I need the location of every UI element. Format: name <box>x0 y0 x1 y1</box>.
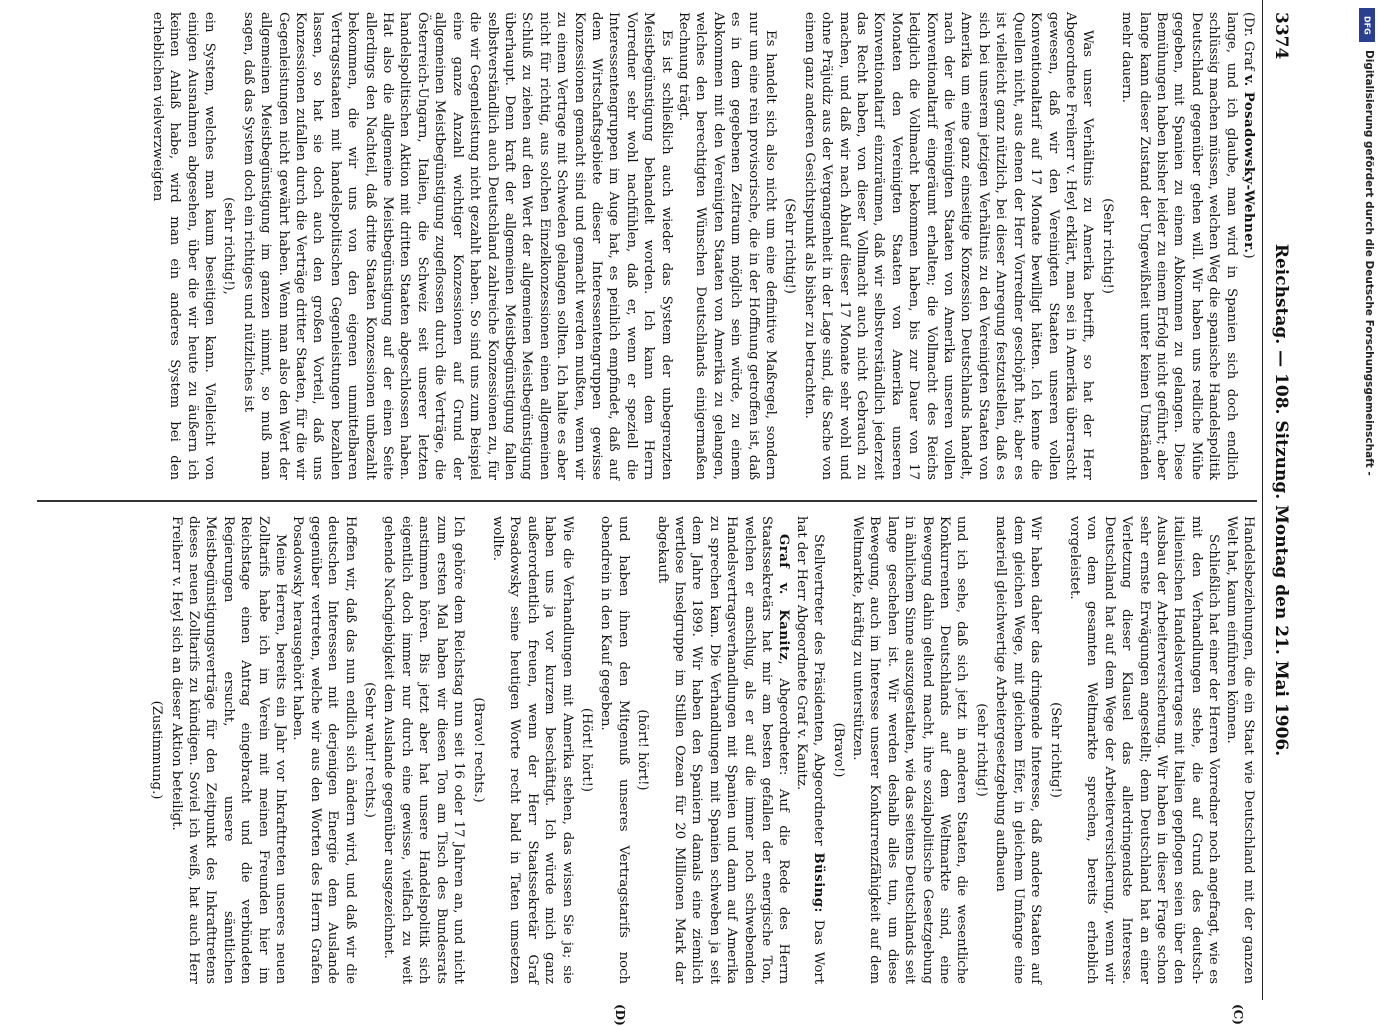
interjection: (Bravo!) <box>830 722 846 778</box>
interjection: (Sehr richtig!) <box>1099 198 1115 294</box>
speaker-name: Graf v. Kanitz <box>776 534 792 661</box>
paragraph: Es ist schließlich auch wieder das System der unbegrenzten Meistbegünstigung behandelt worden. Ich kann dem Herrn Vorredner sehr wohl nachfühlen, daß er, wenn er speziell die Interessentengruppen im Auge hat, es peinlich empfindet, daß auf dem Wirtschaftsgebiete dieser Interessentengruppen gewisse Konzessionen gemacht sind und gemacht werden mußten, wenn wir zu einem Vertrage mit Schweden gelangen sollten. Ich halte es aber nicht für richtig, aus solchen Einzelkonzessionen einen allgemeinen Schluß zu ziehen auf den Wert der allgemeinen Meistbegünstigung überhaupt. Denn kraft der allgemeinen Meistbegünstigung fallen selbstverständlich auch Deutschland zahlreiche Konzessionen zu, für die wir Gegenleistung nicht gezahlt haben. So sind uns zum Beispiel eine ganze Anzahl wichtiger Konzessionen auf Grund der allgemeinen Meistbegünstigung zugeflossen durch die Verträge, die Österreich-Ungarn, Italien, die Schweiz seit unserer letzten handelspolitischen Aktion mit dritten Staaten abgeschlossen haben. Hat also die allgemeine Meistbegünstigung auf der einen Seite allerdings den Nachteil, daß dritte Staaten Konzessionen unbezahlt bekommen, die wir uns von den eigenen unmittelbaren Vertragsstaaten mit handelspolitischen Gegenleistungen bezahlen lassen, so hat sie doch auch den großen Vorteil, daß uns Konzessionen zufallen durch die Verträge dritter Staaten, für die wir Gegenleistungen nicht gewährt haben. Wenn man also den Wert der allgemeinen Meistbegünstigung im ganzen nimmt, so muß man sagen, daß das System doch ein richtiges und nützliches ist <box>240 12 674 480</box>
interjection: (Bravo! rechts.) <box>470 697 486 803</box>
president-statement <box>792 516 827 984</box>
page-title: Reichstag. — 108. Sitzung. Montag den 21. Mai 1906. <box>1271 243 1291 757</box>
interjection: (Zustimmung.) <box>149 700 165 800</box>
page-number: 3374 <box>1271 12 1291 60</box>
speaker-name: v. Posadowsky-Wehner. <box>1241 74 1256 254</box>
paragraph: Ich gehöre dem Reichstag nun seit 16 oder 17 Jahren an, und nicht zum ersten Mal haben wir diesen Ton am Tisch des Bundesrats anstimmen hören. Bis jetzt aber hat unsere Handelspolitik sich eigentlich doch immer nur durch eine gewisse, vielfach zu weit gehende Nachgiebigkeit dem Auslande gegenüber ausgezeichnet. <box>381 516 467 984</box>
interjection: (Sehr wahr! rechts.) <box>362 682 378 818</box>
speaker-suffix: ) <box>1241 253 1256 259</box>
paragraph: ein System, welches man kaum beseitigen kann. Vielleicht von einigen Ausnahmen abgesehen, über die wir heute zu äußern ich keinen Anlaß habe, wird man ein anderes System bei den erheblichen vielverzweigten <box>149 12 218 480</box>
digitization-credit <box>1361 12 1375 772</box>
paragraph: und ich sehe, daß sich jetzt in anderen Staaten, die wesentliche Konkurrenten Deutschlands auf dem Weltmarkte sind, eine Bewegung dahin geltend macht, ihre sozialpolitische Gesetzgebung in ähnlichem Sinne auszugestalten, wie das seitens Deutschlands seit lange geschehen ist. Wir werden deshalb alles tun, um diese Bewegung, auch im Interesse unserer Konkurrenzfähigkeit auf dem Weltmarkte, kräftig zu unterstützen. <box>850 516 970 984</box>
president-text: Das Wort hat der Herr Abgeordnete Graf v. Kanitz. <box>793 516 827 984</box>
paragraph: Es handelt sich also nicht um eine definitive Maßregel, sondern nur um eine rein provisorische, die in der Hoffnung getroffen ist, daß es in dem gegebenen Zeitraum möglich sein würde, zu einem Abkommen mit den Vereinigten Staaten von Amerika zu gelangen, welches den berechtigten Wünschen Deutschlands einigermaßen Rechnung trägt. <box>676 12 779 480</box>
paragraph: Hoffen wir, daß das nun endlich sich ändern wird, und daß wir die deutschen Interessen mit derjenigen Energie dem Auslande gegenüber vertreten, welche wir aus den Worten des Herrn Grafen Posadowsky herausgehört haben. <box>290 516 358 984</box>
interjection: (Sehr richtig!) <box>1047 702 1063 798</box>
paragraph: lange, und ich glaube, man wird in Spanien sich doch endlich schlüssig machen müssen, welchen Weg die spanische Handelspolitik Deutschland gegenüber gehen will. Wir haben uns redliche Mühe gegeben, mit Spanien zu einem Abkommen zu gelangen. Diese Bemühungen haben bisher leider zu einem Erfolg nicht geführt; aber lange kann dieser Zustand der Ungewißheit unter keinen Umständen mehr dauern. <box>1119 12 1239 480</box>
speech-text: , Abgeordneter: Auf die Rede des Herrn Staatssekretärs hat mir am besten gefallen der energische Ton, welchen er anschlug, als er auf die immer noch schwebenden Handelsvertragsverhandlungen mit Spanien und dann auf Amerika zu sprechen kam. Die Verhandlungen mit Spanien schweben ja seit dem Jahre 1899. Wir haben den Spaniern damals eine ziemlich wertlose Inselgruppe im Stillen Ozean für 20 Millionen Mark dar abgekauft <box>654 516 792 984</box>
interjection: (Sehr richtig!) <box>782 198 798 294</box>
president-name: Büsing: <box>811 852 827 913</box>
speaker-prefix: (Dr. Graf <box>1241 12 1256 75</box>
paragraph: Meine Herren, bereits ein Jahr vor Inkrafttreten unseres neuen Zolltarifs habe ich im Verein mit meinen Freunden hier im Reichstage einen Antrag eingebracht und die verbündeten Regierungen ersucht, unsere sämtlichen Meistbegünstigungsverträge für den Zeitpunkt des Inkrafttretens dieses neuen Zolltarifs zu kündigen. Soviel ich weiß, hat auch Herr Freiherr v. Heyl sich an dieser Aktion beteiligt. <box>168 516 289 984</box>
paragraph: Wie die Verhandlungen mit Amerika stehen, das wissen Sie ja; sie haben uns ja vor kurzem beschäftigt. Ich würde mich ganz außerordentlich freuen, wenn der Herr Staatssekretär Graf Posadowsky seine heutigen Worte recht bald in Taten umsetzen wollte. <box>489 516 575 984</box>
paragraph: Handelsbeziehungen, die ein Staat wie Deutschland mit der ganzen Welt hat, kaum einführen können. <box>1223 516 1256 984</box>
speech-kanitz <box>653 516 792 984</box>
document-page <box>12 0 1327 1026</box>
left-column <box>148 12 1257 480</box>
interjection: (sehr richtig!), <box>221 197 237 295</box>
president-prefix: Stellvertreter des Präsidenten, Abgeordneter <box>811 534 827 853</box>
speaker-line <box>1240 12 1257 480</box>
credit-text: Digitalisierung gefördert durch die Deutsche Forschungsgemeinschaft - <box>1363 50 1375 476</box>
paragraph: Wir haben daher das dringende Interesse, daß andere Staaten auf dem gleichen Wege, mit gleichem Eifer, in gleichem Umfange eine materiell gleichwertige Arbeitergesetzgebung aufbauen <box>993 516 1044 984</box>
interjection: (Hört! hört!) <box>578 707 594 793</box>
interjection: (sehr richtig!) <box>973 703 989 797</box>
right-column <box>146 516 1257 984</box>
dfg-logo: DFG <box>1359 8 1375 42</box>
interjection: (hört! hört!) <box>635 709 651 791</box>
column-divider <box>37 500 1257 502</box>
paragraph: Was unser Verhältnis zu Amerika betrifft, so hat der Herr Abgeordnete Freiherr v. Heyl erklärt, man sei in Amerika überrascht gewesen, daß wir den Vereinigten Staaten unseren vollen Konventionaltarif auf 17 Monate bewilligt hätten. Ich kenne die Quellen nicht, aus denen der Herr Vorredner geschöpft hat; aber es ist vielleicht ganz nützlich, bei dieser Anregung festzustellen, daß es sich bei unserem jetzigen Verhältnis zu den Vereinigten Staaten von Amerika um eine ganz einseitige Konzession Deutschlands handelt, nach der die Vereinigten Staaten von Amerika unseren vollen Konventionaltarif eingeräumt erhalten; die Vollmacht des Reichs lediglich die Vollmacht bekommen haben, bis zur Dauer von 17 Monaten den Vereinigten Staaten von Amerika unseren Konventionaltarif einzuräumen, daß wir selbstverständlich jederzeit das Recht haben, von dieser Vollmacht auch nicht Gebrauch zu machen, und daß wir nach Ablauf dieser 17 Monate sehr wohl und ohne Präjudiz aus der Vergangenheit in der Lage sind, die Sache von einem ganz anderen Gesichtspunkt als bisher zu betrachten. <box>801 12 1096 480</box>
paragraph: Schließlich hat einer der Herren Vorredner noch angefragt, wie es mit den Verhandlungen stehe, die auf Grund des deutsch-italienischen Handelsvertrages mit Italien gepflogen seien über den Ausbau der Arbeiterversicherung. Wir haben in dieser Frage schon sehr ernste Erwägungen angestellt; denn Deutschland hat an einer Verletzung dieser Klausel das allerdringendste Interesse. Deutschland hat auf dem Wege der Arbeiterversicherung, wenn wir von dem gesamten Weltmarkte sprechen, bereits erheblich vorgeleistet. <box>1066 516 1222 984</box>
paragraph: und haben ihnen den Mitgenuß unseres Vertragstarifs noch obendrein in den Kauf gegeben. <box>598 516 631 984</box>
margin-marker-d: (D) <box>613 1004 627 1026</box>
margin-marker-c: (C) <box>1231 1004 1245 1025</box>
page-header <box>1262 0 1297 1000</box>
